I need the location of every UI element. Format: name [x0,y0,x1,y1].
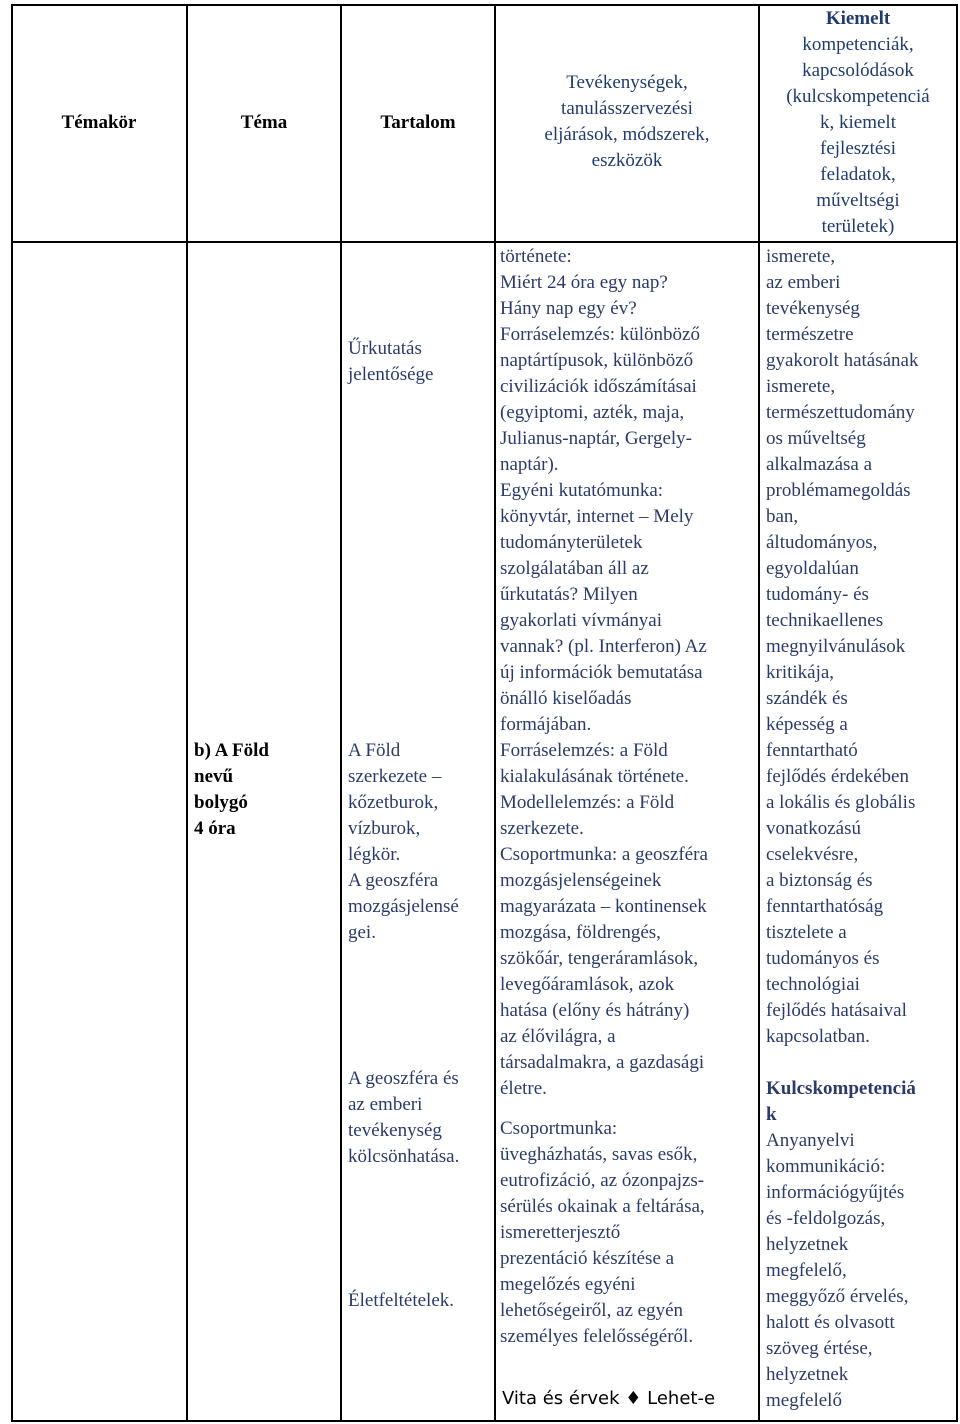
tartalom-line: Űrkutatás [348,338,422,359]
tevekenyseg-line: lehetőségeiről, az egyén [500,1300,684,1321]
tartalom-block-kolcsonhatas [348,1066,488,1170]
kiemelt-line: képesség a [766,714,848,735]
tevekenyseg-line: Csoportmunka: [500,1118,618,1139]
tevekenyseg-line: társadalmakra, a gazdasági [500,1052,705,1073]
header-temakor: Témakör [61,112,137,133]
tartalom-line: mozgásjelensé [348,896,459,917]
tevekenyseg-line: szerkezete. [500,818,584,839]
kiemelt-line: információgyűjtés [766,1182,905,1203]
tevekenyseg-line: sérülés okainak a feltárása, [500,1196,705,1217]
tevekenyseg-line: Forráselemzés: a Föld [500,740,668,761]
tevekenyseg-line: vannak? (pl. Interferon) Az [500,636,707,657]
kiemelt-line: helyzetnek [766,1364,849,1385]
kiemelt-line: alkalmazása a [766,454,873,475]
tevekenyseg-line: eutrofizáció, az ózonpajzs- [500,1170,705,1191]
tevekenyseg-line: civilizációk időszámításai [500,376,697,397]
kiemelt-line: problémamegoldás [766,480,911,501]
kiemelt-line: fejlődés hatásaival [766,1000,907,1021]
tevekenyseg-line: szolgálatában áll az [500,558,649,579]
tartalom-line: Életfeltételek. [348,1290,455,1311]
kiemelt-line: tudomány- és [766,584,869,605]
tevekenyseg-line: életre. [500,1078,547,1099]
tartalom-line: kőzetburok, [348,792,439,813]
kiemelt-line: os műveltség [766,428,866,449]
tevekenyseg-line: szökőár, tengeráramlások, [500,948,699,969]
tartalom-line: légkör. [348,844,401,865]
header-tartalom: Tartalom [380,112,456,133]
page-footer [502,1388,715,1409]
kiemelt-line: ismerete, [766,246,836,267]
tevekenyseg-line: Csoportmunka: a geoszféra [500,844,708,865]
table-left-border [11,4,13,1422]
header-kiemelt-line: Kiemelt [825,8,891,29]
column-divider-2 [340,4,342,1422]
tevekenyseg-line: mozgása, földrengés, [500,922,661,943]
tevekenyseg-line: Modellelemzés: a Föld [500,792,675,813]
tartalom-line: jelentősége [348,364,434,385]
tevekenyseg-line: önálló kiselőadás [500,688,632,709]
tevekenyseg-line: ismeretterjesztő [500,1222,621,1243]
tartalom-block-fold-szerkezete [348,738,488,946]
tevekenyseg-line: Forráselemzés: különböző [500,324,700,345]
footer-left-text: Vita és érvek [502,1388,620,1409]
kulcskompetencia-heading: k [766,1104,777,1125]
tevekenyseg-line: Julianus-naptár, Gergely- [500,428,692,449]
kiemelt-line: természettudomány [766,402,915,423]
tevekenyseg-line: (egyiptomi, azték, maja, [500,402,685,423]
kiemelt-line: megfelelő [766,1390,842,1411]
header-kiemelt-line: feladatok, [820,164,896,185]
tevekenyseg-line: mozgásjelenségeinek [500,870,662,891]
kiemelt-line: kapcsolatban. [766,1026,870,1047]
tevekenyseg-line: új információk bemutatása [500,662,703,683]
tevekenyseg-line: gyakorlati vívmányai [500,610,662,631]
tevekenyseg-line: személyes felelősségéről. [500,1326,694,1347]
tevekenyseg-line: űrkutatás? Milyen [500,584,638,605]
tevekenyseg-line: üvegházhatás, savas esők, [500,1144,698,1165]
kiemelt-line: tisztelete a [766,922,847,943]
footer-right-text: Lehet-e [647,1388,716,1409]
header-kiemelt-line: területek) [821,216,895,237]
kiemelt-line: technológiai [766,974,860,995]
tartalom-line: szerkezete – [348,766,442,787]
kiemelt-line: és -feldolgozás, [766,1208,886,1229]
tevekenyseg-line: hatása (előny és hátrány) [500,1000,690,1021]
header-tevekenysegek-line: eszközök [591,150,663,171]
header-kiemelt-line: k, kiemelt [820,112,896,133]
column-divider-1 [186,4,188,1422]
kiemelt-line: áltudományos, [766,532,878,553]
kiemelt-line: az emberi [766,272,841,293]
header-kiemelt-line: kompetenciák, [802,34,914,55]
header-tevekenysegek-line: Tevékenységek, [566,72,688,93]
header-tevekenysegek-line: tanulásszervezési [561,98,693,119]
kiemelt-line: kommunikáció: [766,1156,886,1177]
kiemelt-line: cselekvésre, [766,844,859,865]
tema-cell [194,738,334,842]
tevekenyseg-line: megelőzés egyéni [500,1274,636,1295]
kiemelt-line: halott és olvasott [766,1312,895,1333]
kiemelt-line: vonatkozású [766,818,861,839]
kiemelt-line: helyzetnek [766,1234,849,1255]
tartalom-line: az emberi [348,1094,423,1115]
tema-line: 4 óra [194,818,236,839]
tevekenyseg-line: prezentáció készítése a [500,1248,675,1269]
header-bottom-border [11,241,958,243]
header-tevekenysegek-line: eljárások, módszerek, [544,124,710,145]
kiemelt-line: gyakorolt hatásának [766,350,919,371]
tevekenyseg-line: könyvtár, internet – Mely [500,506,694,527]
kulcskompetencia-heading: Kulcskompetenciá [766,1078,916,1099]
tevekenyseg-line: tudományterületek [500,532,643,553]
tevekenyseg-line: naptár). [500,454,559,475]
tevekenyseg-line: naptártípusok, különböző [500,350,694,371]
header-kiemelt-line: kapcsolódások [802,60,914,81]
tartalom-line: A geoszféra és [348,1068,459,1089]
tevekenyseg-line: formájában. [500,714,592,735]
kiemelt-line: tevékenység [766,298,860,319]
table-right-border [956,4,958,1422]
column-divider-3 [494,4,496,1422]
spacer [766,1050,956,1076]
header-tema: Téma [240,112,288,133]
tevekenyseg-line: Hány nap egy év? [500,298,637,319]
kiemelt-line: fejlődés érdekében [766,766,909,787]
kiemelt-line: a biztonság és [766,870,873,891]
kiemelt-line: fenntartható [766,740,858,761]
kiemelt-line: a lokális és globális [766,792,916,813]
tevekenyseg-line: története: [500,246,572,267]
kiemelt-cell [766,244,956,1414]
kiemelt-line: természetre [766,324,854,345]
tevekenyseg-line: Miért 24 óra egy nap? [500,272,668,293]
kiemelt-line: Anyanyelvi [766,1130,855,1151]
tevekenyseg-line: az élővilágra, a [500,1026,616,1047]
spacer [500,1102,754,1116]
tartalom-line: A Föld [348,740,401,761]
tevekenyseg-line: magyarázata – kontinensek [500,896,707,917]
kiemelt-line: szándék és [766,688,848,709]
header-kiemelt-line: műveltségi [816,190,900,211]
tema-line: b) A Föld [194,740,269,761]
tema-line: nevű [194,766,234,787]
tema-line: bolygó [194,792,248,813]
header-kiemelt-line: (kulcskompetenciá [786,86,930,107]
kiemelt-line: megnyilvánulások [766,636,906,657]
kiemelt-line: tudományos és [766,948,880,969]
tartalom-line: gei. [348,922,376,943]
kiemelt-line: ban, [766,506,799,527]
tartalom-line: tevékenység [348,1120,442,1141]
tartalom-line: kölcsönhatása. [348,1146,460,1167]
header-kiemelt-line: fejlesztési [820,138,896,159]
table-bottom-border [11,1420,958,1422]
kiemelt-line: kritikája, [766,662,835,683]
kiemelt-line: technikaellenes [766,610,884,631]
tartalom-line: A geoszféra [348,870,439,891]
kiemelt-line: fenntarthatóság [766,896,884,917]
tartalom-block-urkutatas [348,336,488,388]
kiemelt-line: meggyőző érvelés, [766,1286,909,1307]
tartalom-block-eletfeltetelek [348,1288,488,1314]
tevekenyseg-line: levegőáramlások, azok [500,974,675,995]
tartalom-line: vízburok, [348,818,421,839]
kiemelt-line: szöveg értése, [766,1338,873,1359]
tevekenyseg-line: kialakulásának története. [500,766,689,787]
tevekenysegek-cell [500,244,754,1350]
kiemelt-line: egyoldalúan [766,558,859,579]
header-kiemelt [760,6,956,240]
header-tevekenysegek [496,70,758,174]
kiemelt-line: megfelelő, [766,1260,847,1281]
kiemelt-line: ismerete, [766,376,836,397]
diamond-icon: ♦ [625,1388,642,1409]
tevekenyseg-line: Egyéni kutatómunka: [500,480,664,501]
